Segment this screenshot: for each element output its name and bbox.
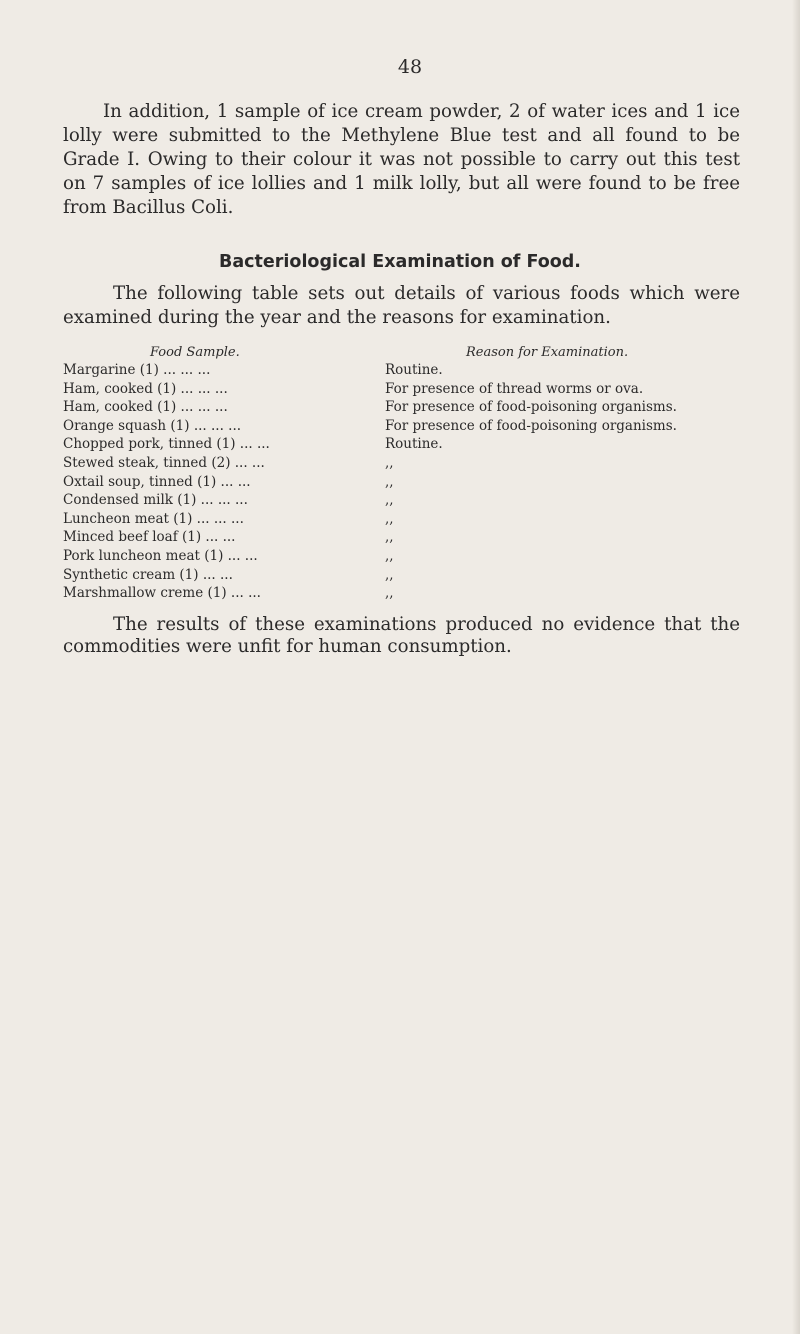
lead-paragraph: The following table sets out details of various foods which were examined during the year and the reasons for examination. xyxy=(63,283,740,328)
food-sample-cell: Ham, cooked (1) ... ... ... xyxy=(63,399,228,416)
food-sample-cell: Oxtail soup, tinned (1) ... ... xyxy=(63,473,251,490)
table-row xyxy=(63,491,745,510)
column-header-food-sample: Food Sample. xyxy=(150,345,240,360)
closing-paragraph: The results of these examinations produced no evidence that the commodities were unfit for human consumption. xyxy=(63,614,740,657)
food-sample-cell: Orange squash (1) ... ... ... xyxy=(63,417,242,434)
reason-cell: ,, xyxy=(385,529,394,546)
page-number: 48 xyxy=(397,56,423,78)
food-examination-table xyxy=(63,361,745,603)
food-sample-cell: Marshmallow creme (1) ... ... xyxy=(63,585,261,602)
table-row xyxy=(63,566,745,585)
food-sample-cell: Margarine (1) ... ... ... xyxy=(63,362,211,378)
column-header-reason: Reason for Examination. xyxy=(466,345,629,360)
table-row xyxy=(63,528,745,547)
table-row xyxy=(63,473,745,492)
table-row xyxy=(63,435,745,454)
reason-cell: Routine. xyxy=(385,436,443,453)
table-row xyxy=(63,454,745,473)
table-row xyxy=(63,398,745,417)
food-sample-cell: Synthetic cream (1) ... ... xyxy=(63,566,233,583)
section-heading: Bacteriological Examination of Food. xyxy=(219,252,581,272)
reason-cell: ,, xyxy=(385,454,394,471)
food-sample-cell: Luncheon meat (1) ... ... ... xyxy=(63,510,244,527)
reason-cell: For presence of food-poisoning organisms. xyxy=(385,399,677,416)
reason-cell: ,, xyxy=(385,547,394,564)
intro-paragraph: In addition, 1 sample of ice cream powder, 2 of water ices and 1 ice lolly were submitted to the Methylene Blue test and all found to be Grade I. Owing to their colour it was not possible to carry out this test on 7 samples of ice lollies and 1 milk lolly, but all were found to be free from Bacillus Coli. xyxy=(63,101,740,218)
table-row xyxy=(63,380,745,399)
food-sample-cell: Chopped pork, tinned (1) ... ... xyxy=(63,436,270,453)
food-sample-cell: Condensed milk (1) ... ... ... xyxy=(63,492,248,509)
food-table-body xyxy=(63,361,745,603)
table-row xyxy=(63,417,745,436)
page-edge-shadow xyxy=(792,0,800,1334)
reason-cell: ,, xyxy=(385,510,394,527)
food-sample-cell: Ham, cooked (1) ... ... ... xyxy=(63,380,228,397)
reason-cell: ,, xyxy=(385,566,394,583)
food-sample-cell: Stewed steak, tinned (2) ... ... xyxy=(63,454,265,471)
food-sample-cell: Pork luncheon meat (1) ... ... xyxy=(63,547,258,564)
reason-cell: ,, xyxy=(385,492,394,509)
table-row xyxy=(63,584,745,603)
table-row xyxy=(63,361,745,380)
food-sample-cell: Minced beef loaf (1) ... ... xyxy=(63,529,236,546)
reason-cell: ,, xyxy=(385,585,394,602)
table-row xyxy=(63,510,745,529)
reason-cell: For presence of thread worms or ova. xyxy=(385,380,644,397)
reason-cell: ,, xyxy=(385,473,394,490)
reason-cell: For presence of food-poisoning organisms. xyxy=(385,417,677,434)
table-row xyxy=(63,547,745,566)
reason-cell: Routine. xyxy=(385,362,443,378)
